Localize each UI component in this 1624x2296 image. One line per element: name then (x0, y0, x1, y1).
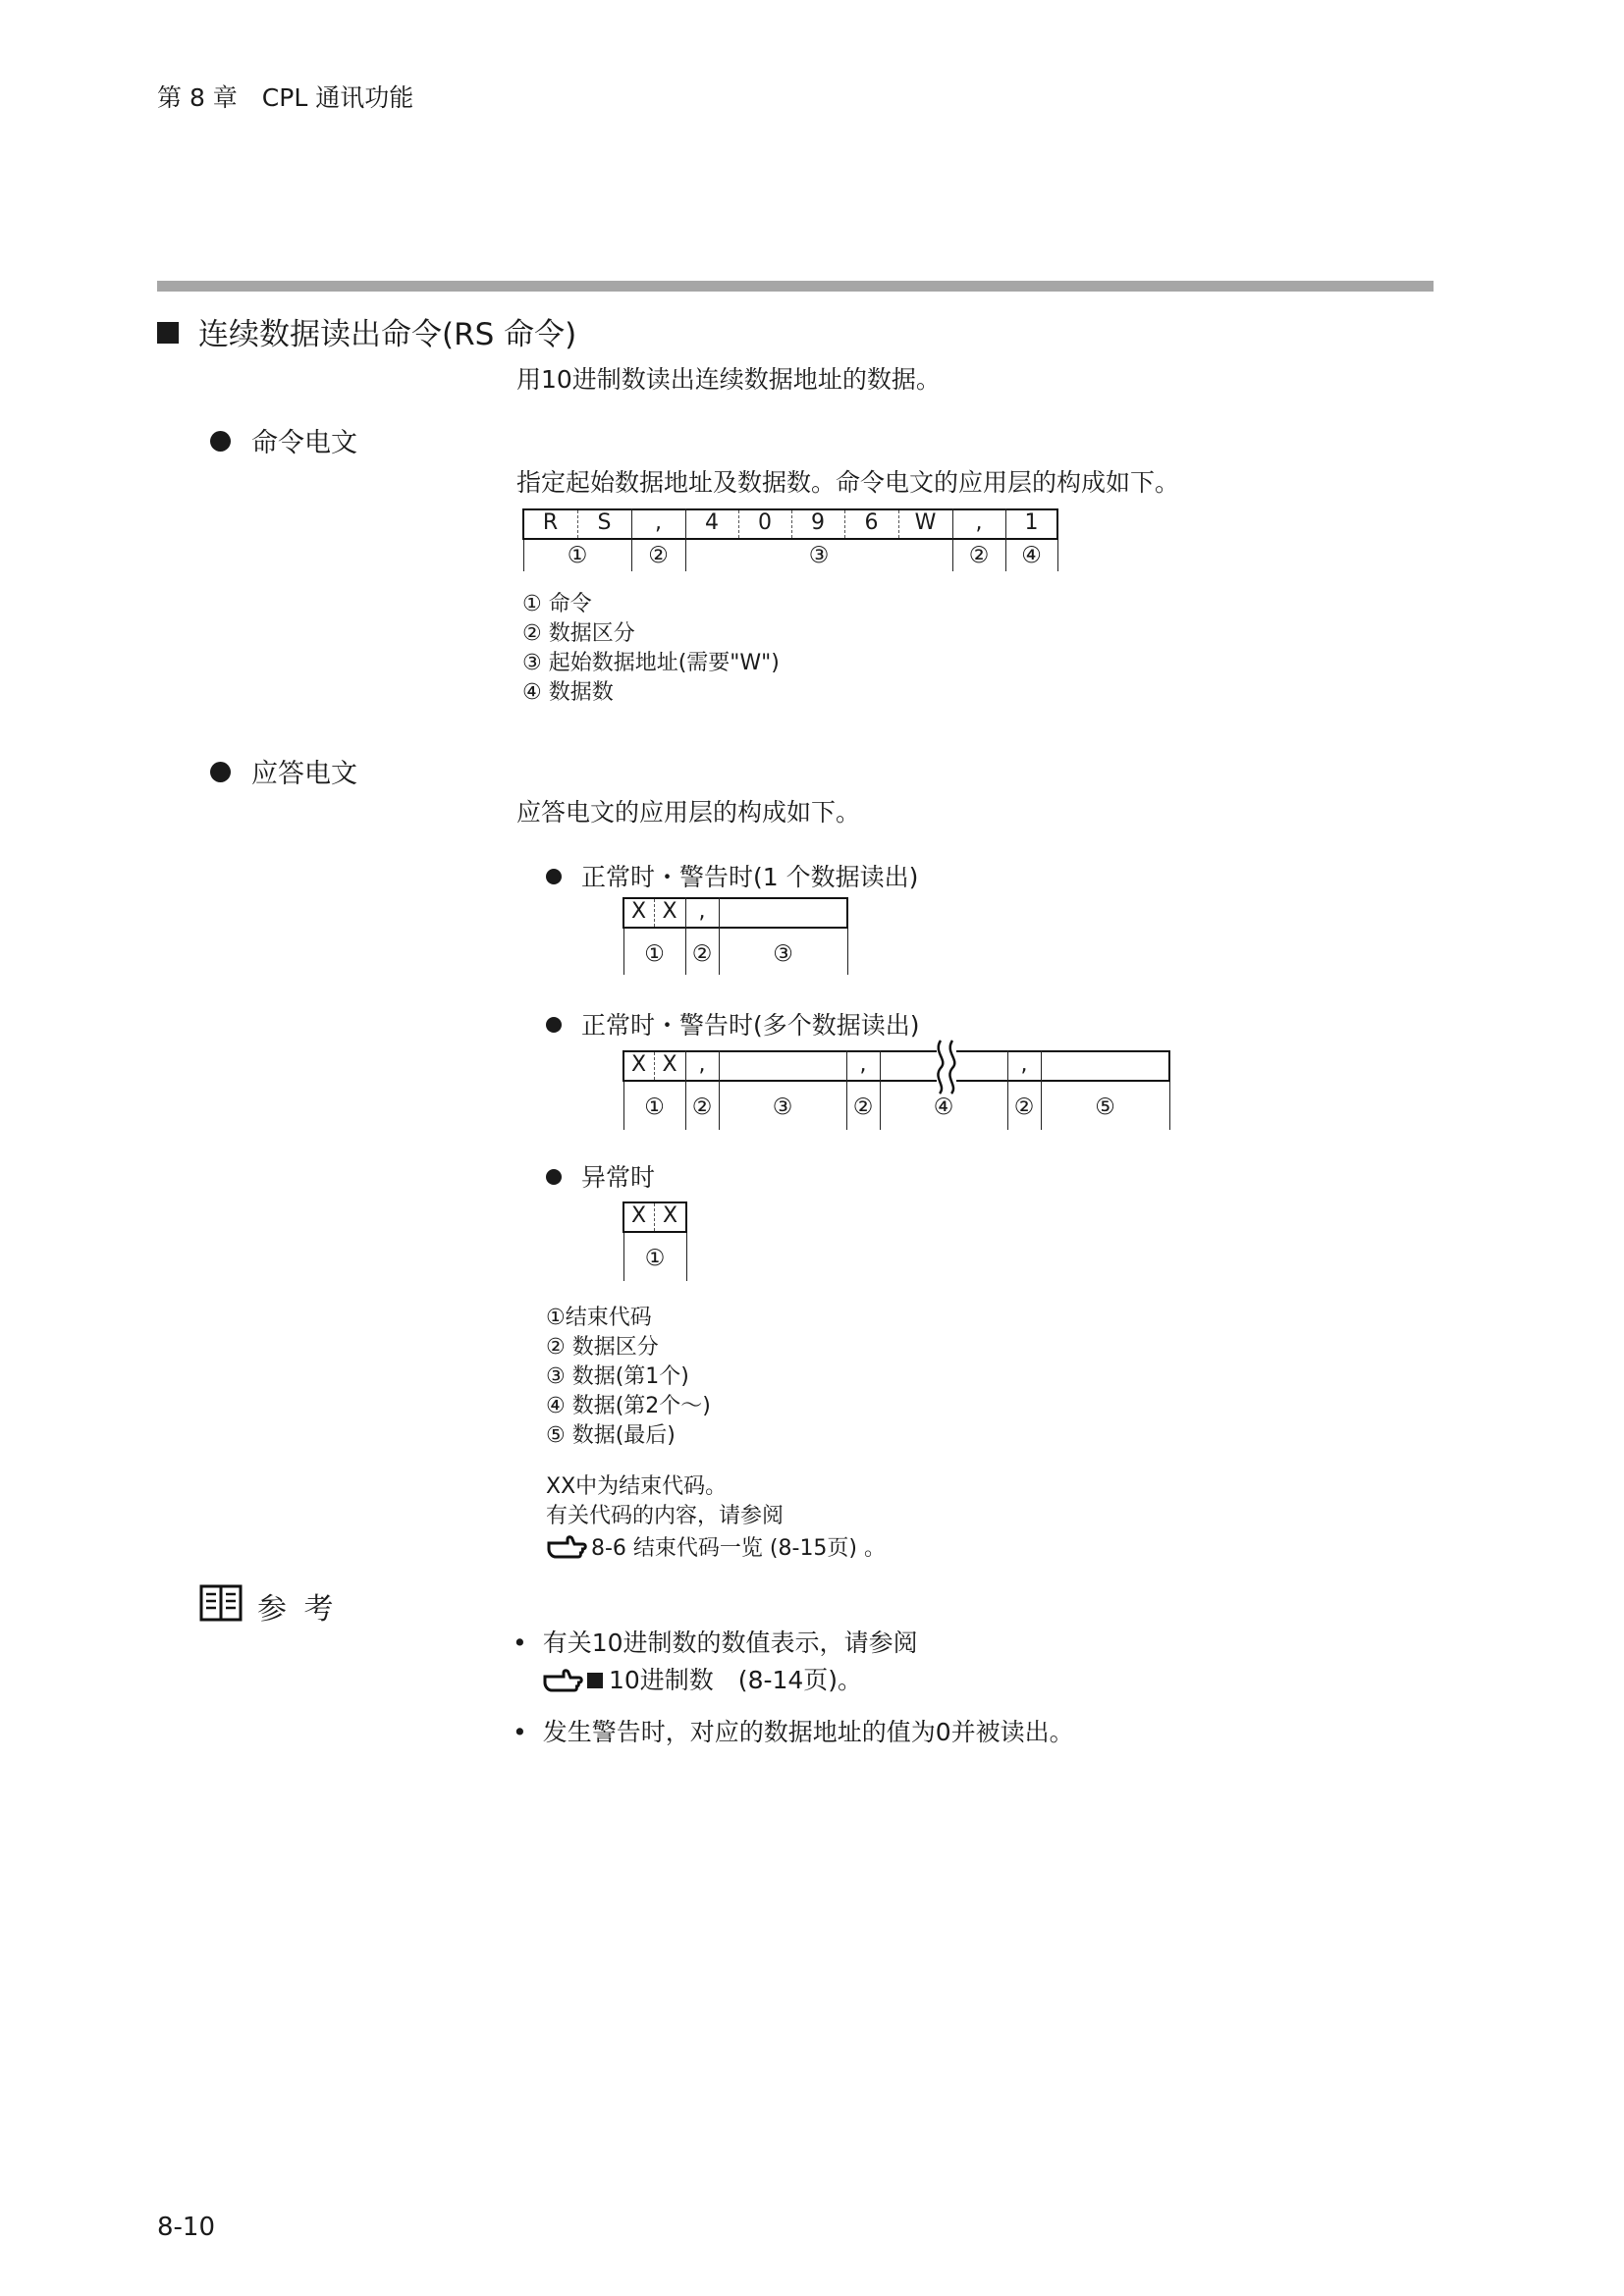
field-number: ① (567, 543, 588, 568)
response-heading-text: 应答电文 (251, 759, 357, 789)
pointing-hand-icon (546, 1531, 587, 1561)
field-number: ③ (772, 1095, 793, 1120)
frame-char: R (542, 510, 559, 535)
field-number: ③ (808, 543, 830, 568)
section-intro: 用10进制数读出连续数据地址的数据。 (516, 365, 941, 394)
field-number: ② (648, 543, 669, 568)
field-number: ② (1013, 1095, 1035, 1120)
field-number: ⑤ (1095, 1095, 1115, 1120)
pointing-hand-icon (542, 1665, 583, 1694)
case2-label-text: 正常时・警告时(多个数据读出) (581, 1011, 920, 1040)
field-number: ② (968, 543, 990, 568)
frame-char: W (914, 510, 937, 535)
legend-item: ③ 起始数据地址(需要"W") (522, 651, 780, 675)
field-number: ② (852, 1095, 874, 1120)
frame-char: 0 (758, 510, 772, 535)
book-icon (199, 1584, 243, 1622)
frame-divider (1169, 1082, 1170, 1130)
square-bullet-icon (587, 1673, 603, 1688)
section-title (157, 309, 576, 353)
note-line: 有关代码的内容，请参阅 (546, 1504, 785, 1528)
frame-char: , (698, 899, 706, 924)
frame-char: , (859, 1052, 867, 1077)
frame-char: , (655, 510, 662, 535)
page-number: 8-10 (157, 2213, 216, 2242)
legend-item: ④ 数据(第2个～) (546, 1394, 711, 1418)
bullet-icon (546, 869, 562, 884)
field-number: ④ (1021, 543, 1042, 568)
frame-char: 6 (864, 510, 879, 535)
legend-item: ⑤ 数据(最后) (546, 1423, 676, 1448)
frame-char: X (662, 899, 677, 924)
reference-item (513, 1624, 918, 1659)
response-legend (546, 1304, 711, 1451)
reference-ref-text: 10进制数 (8-14页)。 (609, 1666, 863, 1694)
frame-char: X (630, 1052, 647, 1077)
frame-divider (847, 929, 848, 975)
case1-label (546, 858, 918, 893)
bullet-icon (210, 431, 231, 452)
frame-char: 4 (705, 510, 719, 535)
bullet-icon (546, 1017, 562, 1033)
case3-label-text: 异常时 (581, 1163, 656, 1192)
square-bullet-icon (157, 322, 179, 344)
break-mark-icon (931, 1039, 964, 1095)
command-legend (522, 590, 780, 708)
field-number: ④ (933, 1095, 954, 1120)
legend-item: ③ 数据(第1个) (546, 1364, 689, 1389)
command-desc: 指定起始数据地址及数据数。命令电文的应用层的构成如下。 (516, 468, 1180, 497)
reference-item-text: 发生警告时，对应的数据地址的值为0并被读出。 (542, 1718, 1074, 1746)
frame-divider (1057, 540, 1058, 571)
field-number: ① (644, 941, 665, 967)
legend-item: ④ 数据数 (522, 680, 614, 705)
frame-char: , (975, 510, 983, 535)
case1-label-text: 正常时・警告时(1 个数据读出) (581, 863, 919, 891)
reference-item-text: 有关10进制数的数值表示，请参阅 (542, 1629, 918, 1657)
frame-char: X (662, 1052, 677, 1077)
reference-item (513, 1713, 1074, 1748)
note-line: XX中为结束代码。 (546, 1474, 728, 1499)
field-number: ① (644, 1095, 665, 1120)
frame-char: S (597, 510, 612, 535)
section-rule (157, 281, 1434, 292)
frame-char: 1 (1024, 510, 1039, 535)
response-desc: 应答电文的应用层的构成如下。 (516, 798, 861, 827)
reference-ref-link[interactable] (542, 1661, 862, 1696)
case3-label (546, 1158, 655, 1194)
command-heading-text: 命令电文 (251, 428, 357, 458)
bullet-icon: • (513, 1629, 527, 1657)
frame-divider (686, 1233, 687, 1281)
note-ref-text: 8-6 结束代码一览 (8-15页) 。 (591, 1536, 887, 1561)
bullet-icon (546, 1169, 562, 1185)
field-number: ② (691, 941, 713, 967)
reference-heading: 参 考 (257, 1592, 338, 1627)
bullet-icon: • (513, 1718, 527, 1746)
field-number: ① (644, 1246, 666, 1271)
legend-item: ② 数据区分 (546, 1335, 659, 1360)
note-ref-link[interactable] (546, 1531, 886, 1564)
command-heading (210, 421, 357, 459)
legend-item: ② 数据区分 (522, 621, 635, 646)
frame-char: X (630, 899, 647, 924)
field-number: ③ (773, 941, 793, 967)
case2-label (546, 1006, 920, 1041)
frame-char: , (1020, 1052, 1028, 1077)
bullet-icon (210, 762, 231, 782)
section-title-text: 连续数据读出命令(RS 命令) (198, 317, 577, 352)
frame-char: , (698, 1052, 706, 1077)
field-number: ② (691, 1095, 713, 1120)
response-heading (210, 752, 357, 790)
legend-item: ① 命令 (522, 592, 592, 616)
frame-char: X (630, 1203, 647, 1228)
chapter-header: 第 8 章 CPL 通讯功能 (157, 83, 414, 112)
frame-char: 9 (811, 510, 825, 535)
frame-char: X (662, 1203, 678, 1228)
response-note (546, 1472, 886, 1564)
legend-item: ①结束代码 (546, 1306, 652, 1330)
